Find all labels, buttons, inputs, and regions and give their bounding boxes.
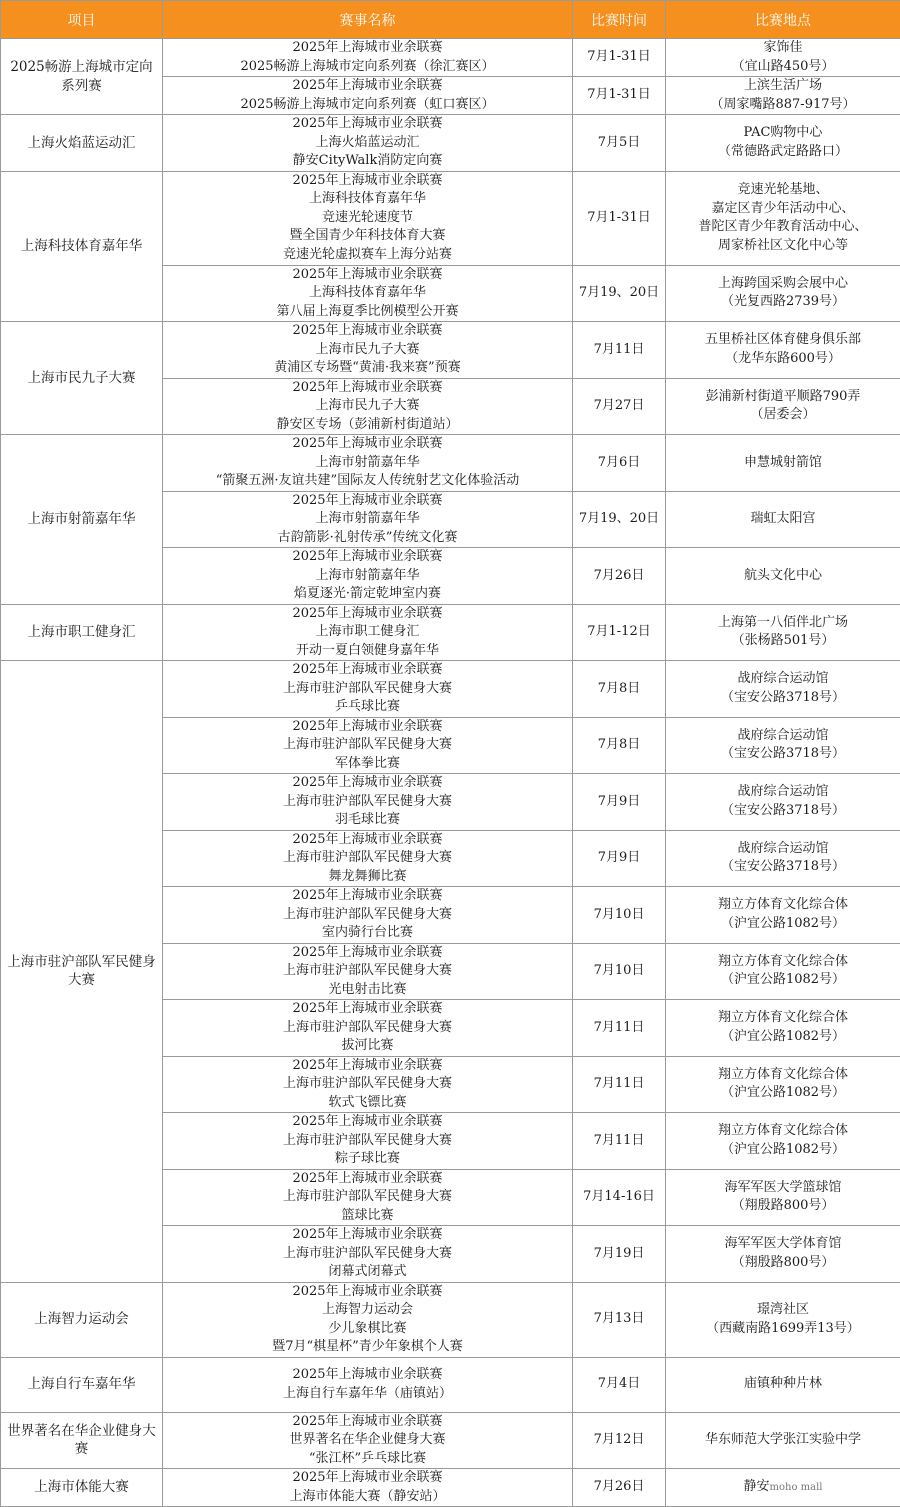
event-place-text: 翔立方体育文化综合体: [718, 1067, 848, 1082]
event-place-line: [669, 388, 897, 407]
event-place-line: [669, 143, 897, 162]
event-name-cell: [163, 1412, 573, 1469]
event-name-cell: [163, 171, 573, 265]
event-name-line: 上海市驻沪部队军民健身大赛: [163, 1019, 572, 1038]
event-place-line: [669, 293, 897, 312]
event-name-line: 2025年上海城市业余联赛: [163, 1170, 572, 1189]
event-place-cell: [666, 1113, 900, 1170]
event-name-line: 上海市职工健身汇: [163, 623, 572, 642]
event-name-line: 篮球比赛: [163, 1207, 572, 1226]
event-time-cell: 7月27日: [573, 378, 666, 435]
event-place-text: 家饰佳: [763, 40, 802, 55]
event-time-cell: 7月4日: [573, 1357, 666, 1412]
event-name-line: 上海智力运动会: [163, 1301, 572, 1320]
event-name-line: 古韵箭影·礼射传承”传统文化赛: [163, 529, 572, 548]
event-name-cell: [163, 491, 573, 548]
event-name-line: 2025年上海城市业余联赛: [163, 1366, 572, 1385]
event-place-line: [669, 96, 897, 115]
event-name-line: 上海市驻沪部队军民健身大赛: [163, 849, 572, 868]
event-name-line: 2025年上海城市业余联赛: [163, 1226, 572, 1245]
event-place-cell: [666, 322, 900, 379]
project-cell: 上海自行车嘉年华: [1, 1357, 163, 1412]
event-place-line: [669, 200, 897, 219]
project-cell: 2025畅游上海城市定向系列赛: [1, 39, 163, 115]
event-place-line: [669, 840, 897, 859]
event-time-cell: 7月12日: [573, 1412, 666, 1469]
event-name-cell: [163, 1226, 573, 1283]
event-time-cell: 7月10日: [573, 887, 666, 944]
event-name-line: 2025年上海城市业余联赛: [163, 379, 572, 398]
event-place-cell: [666, 661, 900, 718]
event-time-cell: 7月14-16日: [573, 1169, 666, 1226]
event-name-line: 上海市民九子大赛: [163, 341, 572, 360]
event-place-text: 静安: [744, 1479, 770, 1494]
event-place-line: [669, 1084, 897, 1103]
event-place-text: （沪宜公路1082号）: [721, 1085, 845, 1100]
event-place-cell: [666, 887, 900, 944]
event-place-text: 五里桥社区体育健身俱乐部: [705, 332, 861, 347]
event-place-text: 申慧城射箭馆: [744, 455, 822, 470]
event-time-cell: 7月13日: [573, 1282, 666, 1357]
event-name-cell: [163, 1282, 573, 1357]
event-place-text: 战府综合运动馆: [737, 728, 828, 743]
event-place-text: 瑞虹太阳宫: [750, 511, 815, 526]
event-name-line: 2025年上海城市业余联赛: [163, 548, 572, 567]
event-place-line: [669, 350, 897, 369]
event-name-line: 暨全国青少年科技体育大赛: [163, 227, 572, 246]
event-name-line: 室内骑行台比赛: [163, 924, 572, 943]
event-place-line: [669, 124, 897, 143]
event-place-line: [669, 1028, 897, 1047]
event-name-line: 上海市驻沪部队军民健身大赛: [163, 793, 572, 812]
table-row: [1, 661, 900, 718]
event-place-line: [669, 614, 897, 633]
event-name-line: 上海市驻沪部队军民健身大赛: [163, 1075, 572, 1094]
event-place-text: 翔立方体育文化综合体: [718, 1010, 848, 1025]
event-time-cell: 7月8日: [573, 661, 666, 718]
event-name-cell: [163, 774, 573, 831]
event-place-text: 翔立方体育文化综合体: [718, 954, 848, 969]
event-name-line: 上海市驻沪部队军民健身大赛: [163, 1245, 572, 1264]
place-suffix-text: moho mall: [770, 1482, 823, 1493]
event-name-line: “箭聚五洲·友谊共建”国际友人传统射艺文化体验活动: [163, 472, 572, 491]
header-project: 项目: [1, 1, 163, 39]
table-row: [1, 1357, 900, 1412]
event-place-line: [669, 1431, 897, 1450]
event-name-line: 2025年上海城市业余联赛: [163, 1283, 572, 1302]
event-name-cell: [163, 1056, 573, 1113]
event-name-line: 2025年上海城市业余联赛: [163, 605, 572, 624]
table-row: [1, 604, 900, 661]
event-time-cell: 7月5日: [573, 115, 666, 172]
event-name-cell: [163, 887, 573, 944]
event-place-text: （沪宜公路1082号）: [721, 972, 845, 987]
event-name-line: 2025年上海城市业余联赛: [163, 115, 572, 134]
event-place-text: 上滨生活广场: [744, 78, 822, 93]
event-name-line: 2025年上海城市业余联赛: [163, 831, 572, 850]
event-name-line: 2025年上海城市业余联赛: [163, 661, 572, 680]
event-name-line: 2025年上海城市业余联赛: [163, 1413, 572, 1432]
event-name-line: 光电射击比赛: [163, 981, 572, 1000]
event-name-line: 上海市射箭嘉年华: [163, 510, 572, 529]
event-place-text: 翔立方体育文化综合体: [718, 1123, 848, 1138]
event-place-line: [669, 331, 897, 350]
event-time-cell: 7月9日: [573, 774, 666, 831]
table-row: [1, 1469, 900, 1507]
event-place-line: [669, 689, 897, 708]
event-place-cell: [666, 378, 900, 435]
event-place-line: [669, 406, 897, 425]
project-cell: 上海市体能大赛: [1, 1469, 163, 1507]
event-place-cell: [666, 830, 900, 887]
event-place-text: 战府综合运动馆: [737, 784, 828, 799]
event-place-line: [669, 1066, 897, 1085]
event-name-line: 上海市民九子大赛: [163, 397, 572, 416]
event-name-line: 焰夏逐光·箭定乾坤室内赛: [163, 585, 572, 604]
event-place-cell: [666, 604, 900, 661]
event-place-cell: [666, 1226, 900, 1283]
event-name-line: 羽毛球比赛: [163, 811, 572, 830]
table-row: [1, 322, 900, 379]
event-name-line: 竞速光轮虚拟赛车上海分站赛: [163, 246, 572, 265]
event-place-line: [669, 237, 897, 256]
event-place-text: PAC购物中心: [744, 125, 823, 140]
event-place-text: （光复西路2739号）: [721, 294, 845, 309]
event-place-text: （张杨路501号）: [732, 633, 835, 648]
event-place-line: [669, 218, 897, 237]
event-name-line: 2025畅游上海城市定向系列赛（徐汇赛区）: [163, 58, 572, 77]
event-name-line: 2025年上海城市业余联赛: [163, 266, 572, 285]
event-name-cell: [163, 265, 573, 322]
project-cell: 上海市驻沪部队军民健身大赛: [1, 661, 163, 1283]
event-place-text: （沪宜公路1082号）: [721, 1142, 845, 1157]
event-name-cell: [163, 943, 573, 1000]
event-name-line: 2025畅游上海城市定向系列赛（虹口赛区）: [163, 96, 572, 115]
event-place-line: [669, 181, 897, 200]
event-name-line: 上海市驻沪部队军民健身大赛: [163, 1132, 572, 1151]
event-name-cell: [163, 39, 573, 77]
event-place-cell: [666, 39, 900, 77]
event-place-line: [669, 1235, 897, 1254]
event-time-cell: 7月10日: [573, 943, 666, 1000]
event-place-text: 上海第一八佰伴北广场: [718, 615, 848, 630]
event-place-text: （宝安公路3718号）: [721, 690, 845, 705]
event-name-cell: [163, 1469, 573, 1507]
event-name-cell: [163, 548, 573, 605]
event-name-line: 上海市驻沪部队军民健身大赛: [163, 1188, 572, 1207]
event-place-text: （龙华东路600号）: [725, 351, 841, 366]
event-place-line: [669, 567, 897, 586]
event-name-line: 上海市驻沪部队军民健身大赛: [163, 736, 572, 755]
event-place-cell: [666, 1412, 900, 1469]
event-place-line: [669, 275, 897, 294]
event-place-text: （常德路武定路路口）: [718, 144, 848, 159]
event-place-line: [669, 1141, 897, 1160]
event-place-cell: [666, 1056, 900, 1113]
event-name-line: 少儿象棋比赛: [163, 1320, 572, 1339]
event-place-cell: [666, 1000, 900, 1057]
event-name-line: 2025年上海城市业余联赛: [163, 718, 572, 737]
event-name-line: 软式飞镖比赛: [163, 1094, 572, 1113]
event-place-line: [669, 802, 897, 821]
event-place-cell: [666, 265, 900, 322]
event-place-line: [669, 1478, 897, 1498]
event-place-cell: [666, 717, 900, 774]
event-name-line: 2025年上海城市业余联赛: [163, 944, 572, 963]
event-place-line: [669, 1197, 897, 1216]
event-time-cell: 7月19日: [573, 1226, 666, 1283]
event-name-line: 暨7月“棋星杯”青少年象棋个人赛: [163, 1338, 572, 1357]
event-place-text: （周家嘴路887-917号）: [710, 97, 855, 112]
header-event-name: 赛事名称: [163, 1, 573, 39]
event-name-line: 2025年上海城市业余联赛: [163, 774, 572, 793]
event-place-line: [669, 1375, 897, 1394]
table-row: [1, 39, 900, 77]
event-time-cell: 7月8日: [573, 717, 666, 774]
event-name-line: 2025年上海城市业余联赛: [163, 172, 572, 191]
header-row: [1, 1, 900, 39]
event-name-cell: [163, 661, 573, 718]
event-place-line: [669, 783, 897, 802]
table-row: [1, 1412, 900, 1469]
event-name-line: 黄浦区专场暨“黄浦·我来赛”预赛: [163, 359, 572, 378]
event-name-line: 2025年上海城市业余联赛: [163, 1113, 572, 1132]
event-name-line: 上海市体能大赛（静安站）: [163, 1488, 572, 1507]
event-place-line: [669, 632, 897, 651]
event-name-cell: [163, 1169, 573, 1226]
event-place-line: [669, 1301, 897, 1320]
event-place-line: [669, 915, 897, 934]
event-place-text: 翔立方体育文化综合体: [718, 897, 848, 912]
table-row: [1, 435, 900, 492]
event-place-line: [669, 510, 897, 529]
event-name-line: 舞龙舞狮比赛: [163, 868, 572, 887]
event-place-line: [669, 727, 897, 746]
event-place-line: [669, 670, 897, 689]
event-time-cell: 7月9日: [573, 830, 666, 887]
schedule-body: [1, 39, 900, 1507]
event-time-cell: 7月1-31日: [573, 77, 666, 115]
event-place-text: 航头文化中心: [744, 568, 822, 583]
event-place-text: （居委会）: [750, 407, 815, 422]
event-place-cell: [666, 1169, 900, 1226]
event-place-line: [669, 745, 897, 764]
event-place-cell: [666, 491, 900, 548]
event-place-line: [669, 1254, 897, 1273]
event-name-line: 2025年上海城市业余联赛: [163, 39, 572, 58]
event-place-text: （宜山路450号）: [732, 59, 835, 74]
event-name-line: 上海科技体育嘉年华: [163, 284, 572, 303]
event-place-line: [669, 1122, 897, 1141]
event-time-cell: 7月1-31日: [573, 171, 666, 265]
project-cell: 上海智力运动会: [1, 1282, 163, 1357]
event-time-cell: 7月11日: [573, 1000, 666, 1057]
event-place-text: 战府综合运动馆: [737, 671, 828, 686]
event-name-cell: [163, 322, 573, 379]
event-name-cell: [163, 1357, 573, 1412]
event-name-line: 上海市驻沪部队军民健身大赛: [163, 680, 572, 699]
event-place-cell: [666, 1282, 900, 1357]
event-place-text: 战府综合运动馆: [737, 841, 828, 856]
event-place-text: 普陀区青少年教育活动中心、: [698, 219, 867, 234]
header-time: 比赛时间: [573, 1, 666, 39]
event-place-line: [669, 454, 897, 473]
event-time-cell: 7月26日: [573, 1469, 666, 1507]
event-name-line: 第八届上海夏季比例模型公开赛: [163, 303, 572, 322]
event-name-line: 世界著名在华企业健身大赛: [163, 1431, 572, 1450]
event-name-line: 2025年上海城市业余联赛: [163, 435, 572, 454]
header-place: 比赛地点: [666, 1, 900, 39]
event-place-cell: [666, 171, 900, 265]
event-time-cell: 7月26日: [573, 548, 666, 605]
event-place-text: 华东师范大学张江实验中学: [705, 1432, 861, 1447]
event-place-line: [669, 1009, 897, 1028]
event-name-cell: [163, 717, 573, 774]
event-name-line: 拔河比赛: [163, 1037, 572, 1056]
event-name-line: 乒乓球比赛: [163, 698, 572, 717]
project-cell: 上海市职工健身汇: [1, 604, 163, 661]
event-name-line: 竞速光轮速度节: [163, 209, 572, 228]
event-place-line: [669, 58, 897, 77]
project-cell: 世界著名在华企业健身大赛: [1, 1412, 163, 1469]
event-name-line: 2025年上海城市业余联赛: [163, 77, 572, 96]
event-name-line: 军体拳比赛: [163, 755, 572, 774]
event-name-line: 上海市射箭嘉年华: [163, 454, 572, 473]
project-cell: 上海火焰蓝运动汇: [1, 115, 163, 172]
event-name-cell: [163, 378, 573, 435]
event-place-line: [669, 896, 897, 915]
event-name-line: 2025年上海城市业余联赛: [163, 1000, 572, 1019]
event-place-text: （宝安公路3718号）: [721, 746, 845, 761]
event-time-cell: 7月1-12日: [573, 604, 666, 661]
event-time-cell: 7月11日: [573, 1056, 666, 1113]
event-place-line: [669, 39, 897, 58]
event-name-line: 2025年上海城市业余联赛: [163, 322, 572, 341]
event-place-text: 嘉定区青少年活动中心、: [711, 201, 854, 216]
event-name-line: 粽子球比赛: [163, 1150, 572, 1169]
event-place-line: [669, 1320, 897, 1339]
event-place-text: （西藏南路1699弄13号）: [706, 1321, 860, 1336]
event-place-cell: [666, 77, 900, 115]
event-name-line: 上海市射箭嘉年华: [163, 567, 572, 586]
event-time-cell: 7月19、20日: [573, 491, 666, 548]
event-time-cell: 7月11日: [573, 322, 666, 379]
event-name-cell: [163, 830, 573, 887]
event-place-text: 彭浦新村街道平顺路790弄: [706, 389, 861, 404]
event-name-line: 上海市驻沪部队军民健身大赛: [163, 962, 572, 981]
event-place-text: （宝安公路3718号）: [721, 859, 845, 874]
event-time-cell: 7月11日: [573, 1113, 666, 1170]
event-name-cell: [163, 115, 573, 172]
event-place-text: 周家桥社区文化中心等: [718, 238, 848, 253]
event-place-cell: [666, 548, 900, 605]
event-place-text: （翔殷路800号）: [732, 1198, 835, 1213]
event-name-cell: [163, 77, 573, 115]
event-place-text: 海军军医大学体育馆: [724, 1236, 841, 1251]
event-name-line: 上海火焰蓝运动汇: [163, 134, 572, 153]
event-place-text: 璟湾社区: [757, 1302, 809, 1317]
event-place-text: （沪宜公路1082号）: [721, 1029, 845, 1044]
event-time-cell: 7月19、20日: [573, 265, 666, 322]
event-name-line: 开动一夏白领健身嘉年华: [163, 642, 572, 661]
event-place-text: 竞速光轮基地、: [737, 182, 828, 197]
event-name-line: 上海自行车嘉年华（庙镇站）: [163, 1385, 572, 1404]
event-name-line: 2025年上海城市业余联赛: [163, 1057, 572, 1076]
event-name-line: 2025年上海城市业余联赛: [163, 887, 572, 906]
event-name-line: “张江杯”乒乓球比赛: [163, 1450, 572, 1469]
event-place-line: [669, 77, 897, 96]
event-place-text: （宝安公路3718号）: [721, 803, 845, 818]
event-place-line: [669, 971, 897, 990]
event-place-line: [669, 1179, 897, 1198]
event-name-line: 静安区专场（彭浦新村街道站）: [163, 416, 572, 435]
event-name-line: 2025年上海城市业余联赛: [163, 492, 572, 511]
event-place-text: 海军军医大学篮球馆: [724, 1180, 841, 1195]
event-name-cell: [163, 604, 573, 661]
event-place-text: 庙镇种种片林: [744, 1376, 822, 1391]
event-name-line: 上海市驻沪部队军民健身大赛: [163, 906, 572, 925]
event-place-cell: [666, 943, 900, 1000]
table-row: [1, 115, 900, 172]
event-name-line: 闭幕式闭幕式: [163, 1263, 572, 1282]
project-cell: 上海市射箭嘉年华: [1, 435, 163, 605]
event-place-text: 上海跨国采购会展中心: [718, 276, 848, 291]
event-place-cell: [666, 1357, 900, 1412]
event-name-cell: [163, 435, 573, 492]
table-row: [1, 171, 900, 265]
event-place-text: （翔殷路800号）: [732, 1255, 835, 1270]
event-place-cell: [666, 435, 900, 492]
event-place-text: （沪宜公路1082号）: [721, 916, 845, 931]
project-cell: 上海科技体育嘉年华: [1, 171, 163, 322]
event-name-line: 静安CityWalk消防定向赛: [163, 152, 572, 171]
project-cell: 上海市民九子大赛: [1, 322, 163, 435]
event-place-line: [669, 858, 897, 877]
event-place-line: [669, 953, 897, 972]
event-name-cell: [163, 1000, 573, 1057]
event-place-cell: [666, 115, 900, 172]
event-time-cell: 7月6日: [573, 435, 666, 492]
event-place-cell: [666, 774, 900, 831]
table-row: [1, 1282, 900, 1357]
event-name-cell: [163, 1113, 573, 1170]
event-time-cell: 7月1-31日: [573, 39, 666, 77]
event-name-line: 上海科技体育嘉年华: [163, 190, 572, 209]
event-name-line: 2025年上海城市业余联赛: [163, 1469, 572, 1488]
event-place-cell: [666, 1469, 900, 1507]
